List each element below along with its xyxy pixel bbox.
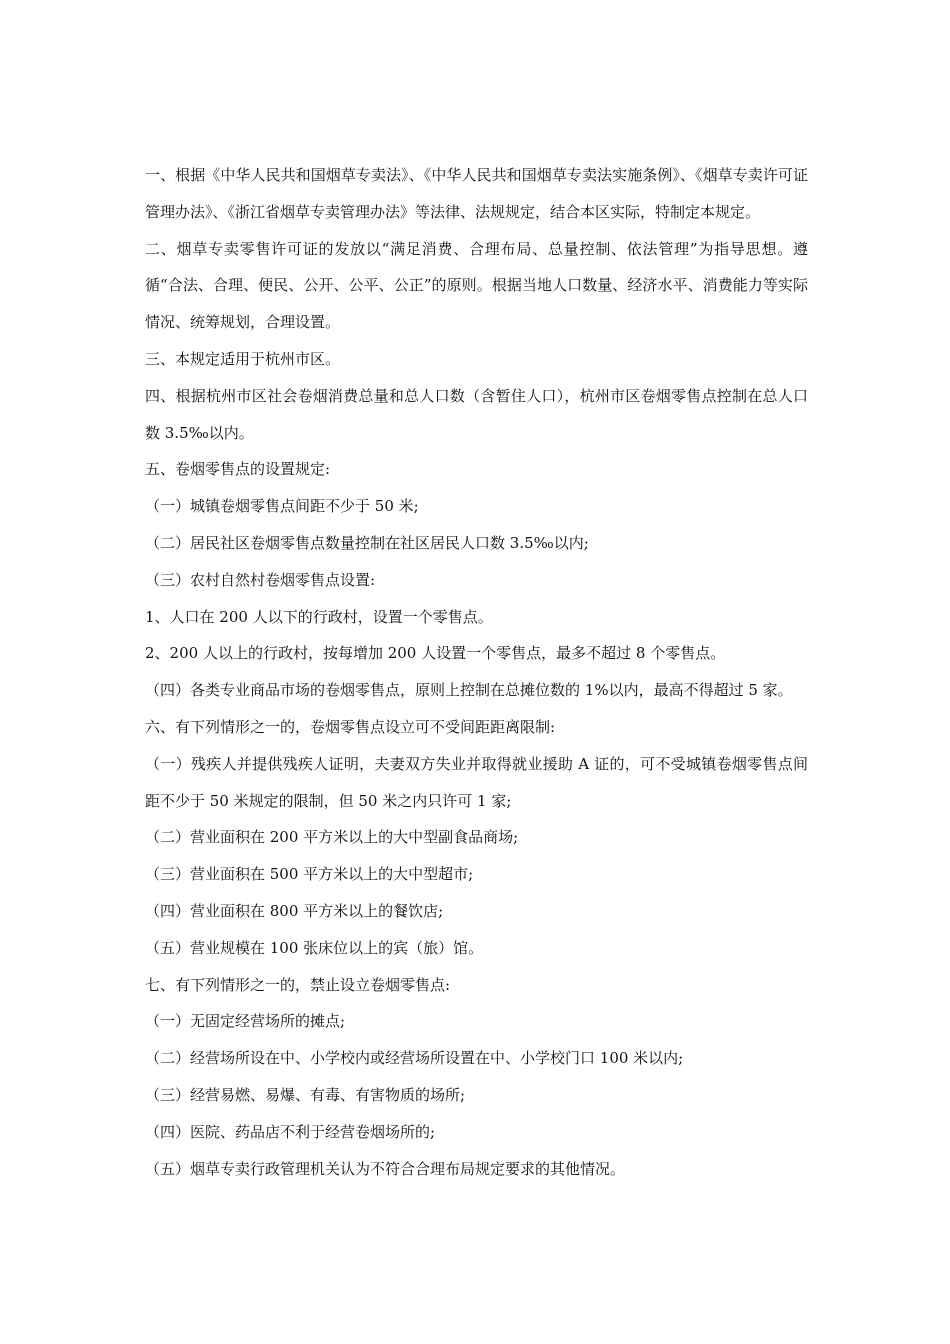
paragraph-15: （三）营业面积在 500 平方米以上的大中型超市; (145, 865, 474, 884)
paragraph-20: （二）经营场所设在中、小学校内或经营场所设置在中、小学校门口 100 米以内; (145, 1049, 684, 1068)
paragraph-23: （五）烟草专卖行政管理机关认为不符合合理布局规定要求的其他情况。 (145, 1159, 626, 1178)
paragraph-12: 六、有下列情形之一的，卷烟零售点设立可不受间距距离限制: (145, 717, 556, 736)
paragraph-11: （四）各类专业商品市场的卷烟零售点，原则上控制在总摊位数的 1%以内，最高不得超过 5 家。 (145, 681, 793, 700)
paragraph-9: 1、人口在 200 人以下的行政村，设置一个零售点。 (145, 607, 493, 626)
paragraph-16: （四）营业面积在 800 平方米以上的餐饮店; (145, 901, 444, 920)
paragraph-4: 四、根据杭州市区社会卷烟消费总量和总人口数（含暂住人口），杭州市区卷烟零售点控制在总人口数 3.5‰以内。 (145, 386, 808, 442)
paragraph-3: 三、本规定适用于杭州市区。 (145, 349, 341, 368)
paragraph-17: （五）营业规模在 100 张床位以上的宾（旅）馆。 (145, 938, 484, 957)
paragraph-8: （三）农村自然村卷烟零售点设置: (145, 570, 376, 589)
paragraph-19: （一）无固定经营场所的摊点; (145, 1012, 346, 1031)
paragraph-10: 2、200 人以上的行政村，按每增加 200 人设置一个零售点，最多不超过 8 个零售点。 (145, 644, 726, 663)
paragraph-2: 二、烟草专卖零售许可证的发放以“满足消费、合理布局、总量控制、依法管理”为指导思想。遵循“合法、合理、便民、公开、公平、公正”的原则。根据当地人口数量、经济水平、消费能力等实际情况、统筹规划，合理设置。 (145, 239, 808, 332)
paragraph-18: 七、有下列情形之一的，禁止设立卷烟零售点: (145, 975, 451, 994)
paragraph-14: （二）营业面积在 200 平方米以上的大中型副食品商场; (145, 828, 519, 847)
paragraph-22: （四）医院、药品店不利于经营卷烟场所的; (145, 1122, 436, 1141)
paragraph-5: 五、卷烟零售点的设置规定: (145, 460, 331, 479)
paragraph-13: （一）残疾人并提供残疾人证明，夫妻双方失业并取得就业援助 A 证的，可不受城镇卷烟零售点间距不少于 50 米规定的限制，但 50 米之内只许可 1 家; (145, 754, 808, 810)
paragraph-7: （二）居民社区卷烟零售点数量控制在社区居民人口数 3.5‰以内; (145, 533, 589, 552)
paragraph-6: （一）城镇卷烟零售点间距不少于 50 米; (145, 497, 419, 516)
document-body (145, 157, 808, 1187)
paragraph-1: 一、根据《中华人民共和国烟草专卖法》、《中华人民共和国烟草专卖法实施条例》、《烟草专卖许可证管理办法》、《浙江省烟草专卖管理办法》等法律、法规规定，结合本区实际，特制定本规定。 (145, 166, 808, 221)
paragraph-21: （三）经营易燃、易爆、有毒、有害物质的场所; (145, 1085, 466, 1104)
